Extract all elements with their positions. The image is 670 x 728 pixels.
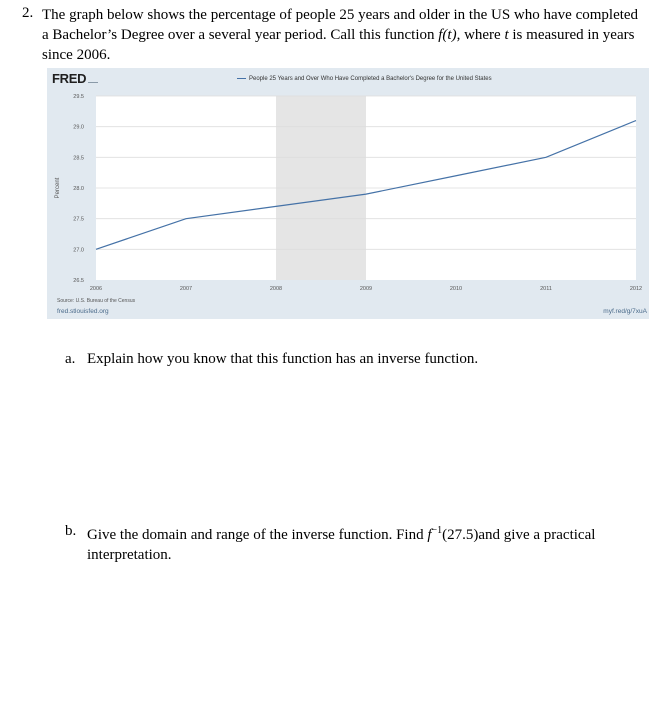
- x-tick-label: 2007: [179, 286, 193, 292]
- inverse-function-notation: f: [427, 527, 432, 543]
- x-tick-label: 2009: [359, 286, 373, 292]
- question-text-part: is measured in years since 2006.: [42, 27, 635, 63]
- x-tick-label: 2010: [449, 286, 463, 292]
- fred-site-link[interactable]: fred.stlouisfed.org: [57, 308, 109, 315]
- question-number: 2.: [22, 5, 34, 21]
- y-tick-label: 29.0: [73, 124, 84, 131]
- function-notation: f(t): [438, 27, 457, 43]
- y-tick-label: 27.0: [73, 247, 84, 254]
- x-tick-label: 2012: [629, 286, 643, 292]
- inverse-exponent: −1: [431, 525, 443, 536]
- question-text-part: , where: [456, 27, 505, 43]
- question-text-part: The graph below shows the percentage of people 25 years and older in the US who have completed a Bachelor’s Degree over a several year period. Call this function: [42, 7, 639, 43]
- x-tick-label: 2008: [269, 286, 283, 292]
- part-a-text: Explain how you know that this function has an inverse function.: [87, 351, 479, 367]
- fred-chart: [47, 68, 649, 319]
- variable-notation: t: [504, 27, 509, 43]
- short-url-link[interactable]: myf.red/g/7xuA: [603, 308, 647, 315]
- part-b-text-part: (27.5)and give a practical interpretation.: [87, 527, 596, 563]
- x-tick-label: 2011: [540, 286, 552, 292]
- question-text: [42, 5, 642, 65]
- legend-label: People 25 Years and Over Who Have Completed a Bachelor's Degree for the United States: [249, 76, 492, 82]
- y-tick-label: 27.5: [73, 216, 84, 223]
- y-tick-label: 28.5: [73, 155, 84, 162]
- part-a-label: a.: [65, 351, 76, 367]
- y-axis-label: Percent: [55, 177, 61, 199]
- x-tick-label: 2006: [89, 286, 103, 292]
- y-tick-label: 29.5: [73, 94, 84, 100]
- fred-logo-text: FRED: [52, 71, 87, 86]
- part-b-label: b.: [65, 523, 77, 539]
- part-b-text: [87, 521, 607, 565]
- plot-area: [47, 68, 649, 319]
- part-b-text-part: Give the domain and range of the inverse function. Find: [87, 527, 428, 543]
- y-tick-label: 28.0: [73, 186, 84, 192]
- chart-source: Source: U.S. Bureau of the Census: [57, 298, 136, 304]
- y-tick-label: 26.5: [73, 278, 84, 284]
